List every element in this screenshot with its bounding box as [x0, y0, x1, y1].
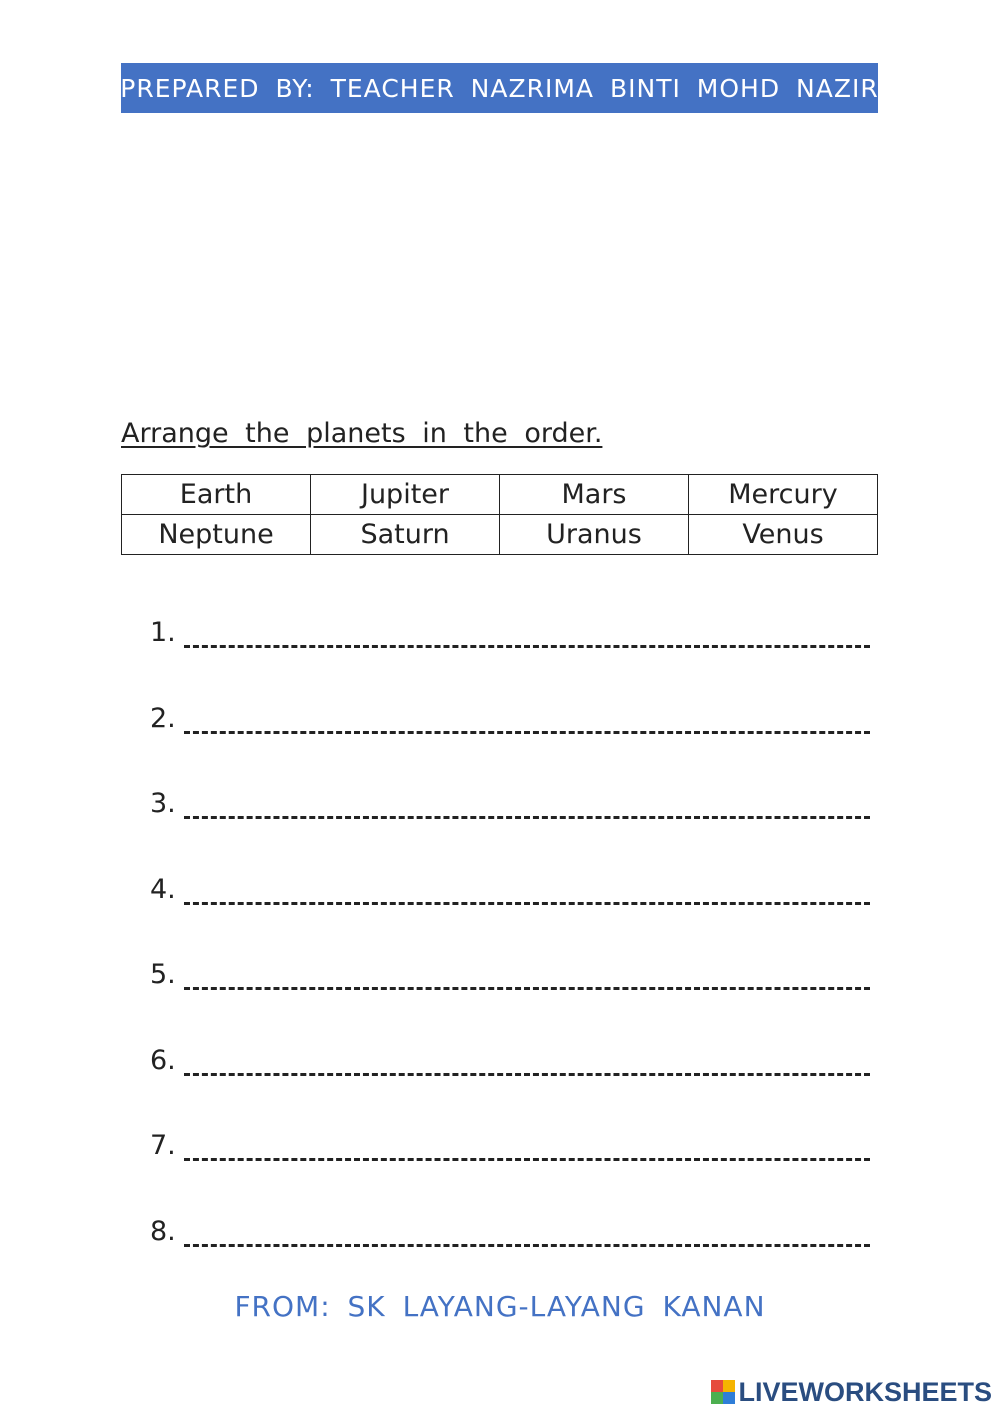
answer-number: 1. — [150, 617, 176, 648]
answer-row — [150, 954, 870, 1040]
logo-square — [723, 1392, 735, 1404]
planet-cell: Earth — [122, 475, 311, 515]
answer-number: 6. — [150, 1044, 176, 1076]
planet-cell: Uranus — [500, 515, 689, 555]
answer-row — [150, 1040, 870, 1126]
brand-name: LIVEWORKSHEETS — [738, 1376, 992, 1407]
answer-row — [150, 612, 870, 698]
answer-blank[interactable] — [184, 1050, 870, 1076]
answer-number: 4. — [150, 873, 176, 905]
planet-cell: Neptune — [122, 515, 311, 555]
planet-cell: Mars — [500, 475, 689, 515]
answer-list — [150, 612, 870, 1296]
answer-number: 2. — [150, 702, 176, 734]
liveworksheets-watermark — [711, 1377, 992, 1407]
answer-row — [150, 783, 870, 869]
answer-blank[interactable] — [184, 964, 870, 990]
answer-blank[interactable] — [184, 708, 870, 734]
answer-row — [150, 1211, 870, 1297]
answer-blank[interactable] — [184, 879, 870, 905]
planet-cell: Saturn — [311, 515, 500, 555]
header-banner — [121, 63, 878, 113]
logo-square — [711, 1392, 723, 1404]
answer-number: 5. — [150, 959, 176, 990]
answer-row — [150, 698, 870, 784]
answer-blank[interactable] — [184, 793, 870, 819]
logo-square — [711, 1380, 723, 1392]
planet-cell: Venus — [689, 515, 878, 555]
planet-table — [121, 474, 878, 555]
instruction-heading: Arrange the planets in the order. — [121, 418, 603, 449]
table-row — [122, 515, 878, 555]
answer-number: 7. — [150, 1130, 176, 1161]
answer-number: 3. — [150, 788, 176, 819]
banner-text: PREPARED BY: TEACHER NAZRIMA BINTI MOHD NAZIR — [120, 73, 879, 103]
answer-blank[interactable] — [184, 1135, 870, 1161]
answer-row — [150, 1125, 870, 1211]
planet-cell: Jupiter — [311, 475, 500, 515]
logo-square — [723, 1380, 735, 1392]
answer-blank[interactable] — [184, 1221, 870, 1247]
answer-row — [150, 869, 870, 955]
footer-school: FROM: SK LAYANG-LAYANG KANAN — [234, 1290, 766, 1323]
planet-cell: Mercury — [689, 475, 878, 515]
liveworksheets-logo-icon — [711, 1380, 735, 1404]
answer-number: 8. — [150, 1215, 176, 1247]
table-row — [122, 475, 878, 515]
answer-blank[interactable] — [184, 622, 870, 648]
